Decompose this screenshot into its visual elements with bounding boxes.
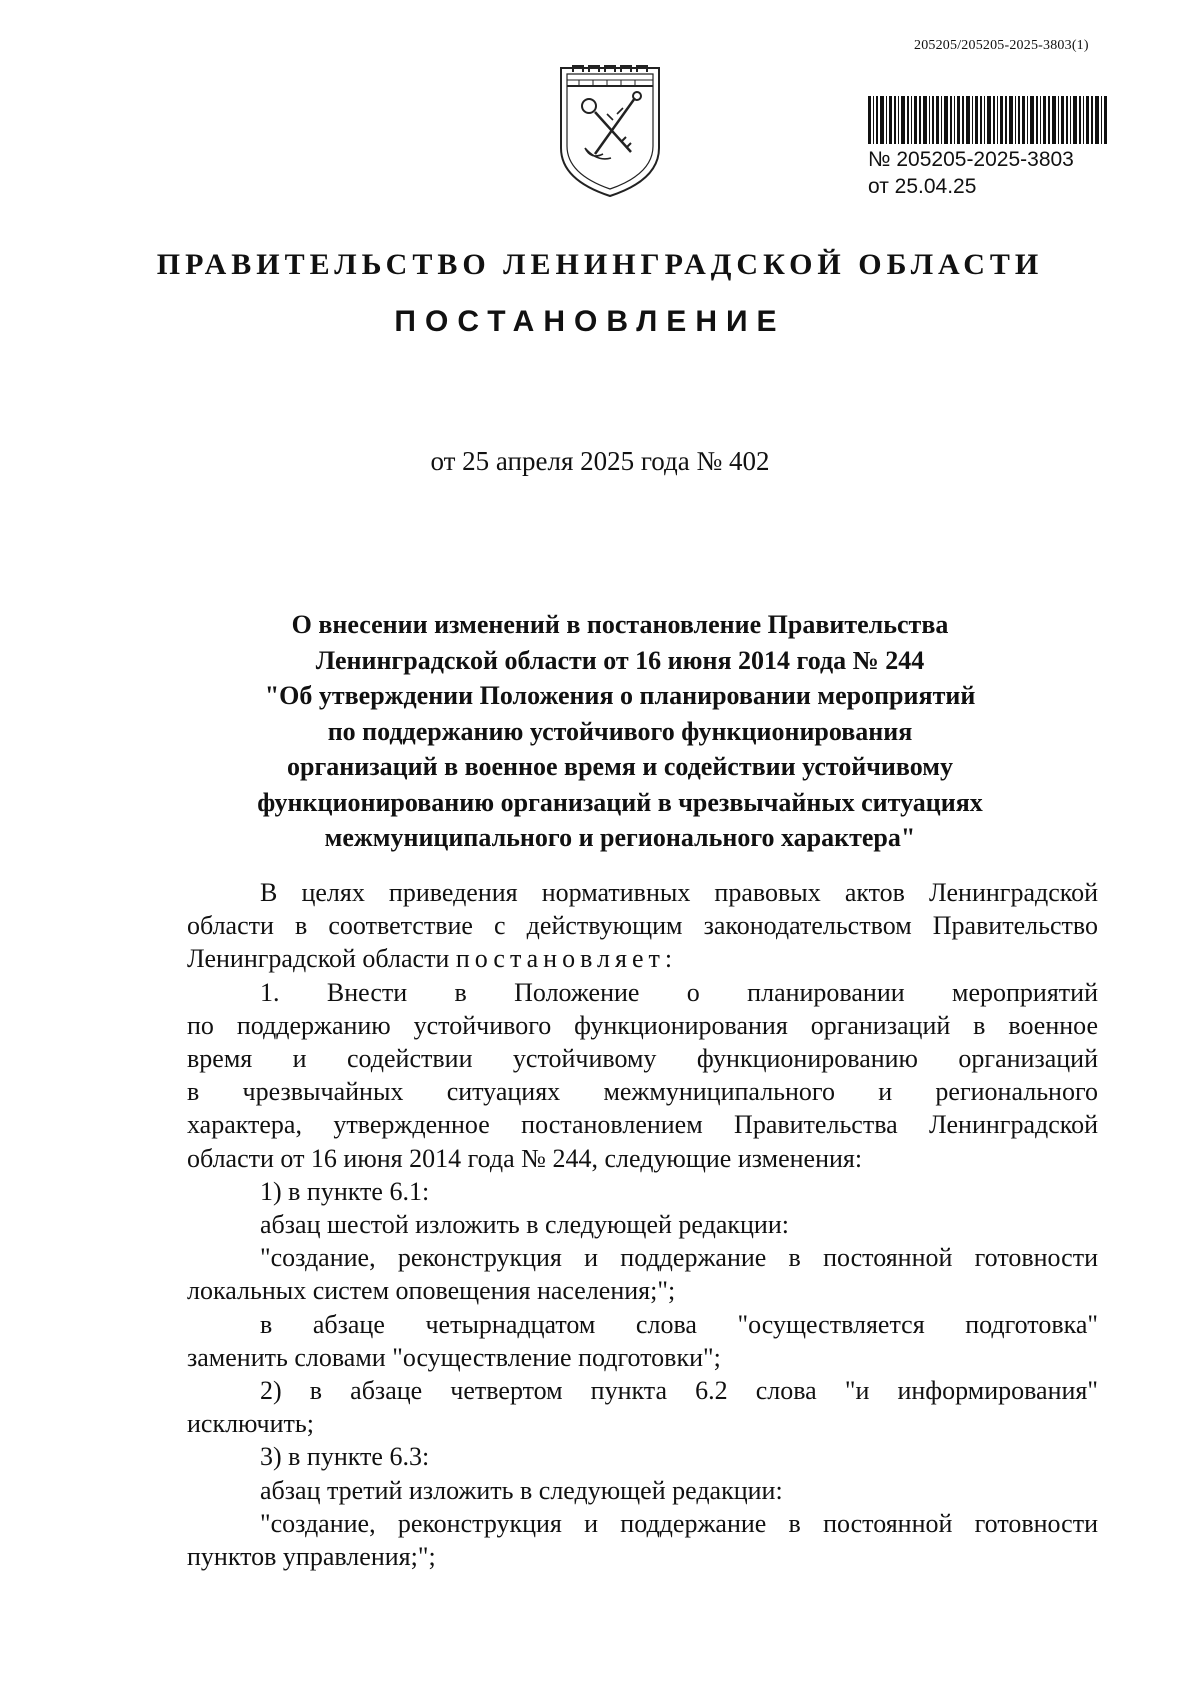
body-line: 1. Внести в Положение о планировании мероприятий: [260, 977, 1098, 1007]
title-line: Ленинградской области от 16 июня 2014 года № 244: [315, 645, 925, 675]
body-line: области от 16 июня 2014 года № 244, следующие изменения:: [187, 1143, 863, 1173]
title-line: О внесении изменений в постановление Правительства: [291, 610, 949, 639]
body-line: В целях приведения нормативных правовых актов Ленинградской: [260, 878, 1098, 907]
body-line: области в соответствие с действующим законодательством Правительство: [187, 911, 1098, 941]
body-line: по поддержанию устойчивого функционирования организаций в военное: [187, 1010, 1098, 1040]
body-line: локальных систем оповещения населения;";: [187, 1276, 676, 1306]
body-line: характера, утвержденное постановлением Правительства Ленинградской: [187, 1110, 1098, 1140]
title-line: функционированию организаций в чрезвычайных ситуациях: [257, 787, 983, 817]
body-line: абзац третий изложить в следующей редакции:: [260, 1475, 783, 1505]
registration-date: от 25.04.25: [868, 175, 977, 198]
body-line: 3) в пункте 6.3:: [260, 1442, 430, 1472]
body-line: исключить;: [187, 1409, 314, 1439]
title-line: организаций в военное время и содействии устойчивому: [286, 752, 953, 781]
body-line: в абзаце четырнадцатом слова "осуществляется подготовка": [260, 1309, 1098, 1339]
body-line: абзац шестой изложить в следующей редакции:: [260, 1210, 789, 1240]
body-line: [187, 942, 1098, 975]
body-line: время и содействии устойчивому функционированию организаций: [187, 1044, 1098, 1074]
document-body: [187, 876, 1098, 1573]
document-id: 205205/205205-2025-3803(1): [914, 38, 1089, 53]
document-title: [150, 607, 1090, 856]
body-line: "создание, реконструкция и поддержание в постоянной готовности: [260, 1508, 1098, 1538]
body-line: "создание, реконструкция и поддержание в постоянной готовности: [260, 1243, 1098, 1273]
title-line: по поддержанию устойчивого функционирования: [327, 716, 913, 746]
body-line: заменить словами "осуществление подготовки";: [187, 1342, 721, 1372]
body-line: пунктов управления;";: [187, 1542, 436, 1572]
body-line: в чрезвычайных ситуациях межмуниципального и регионального: [187, 1077, 1098, 1107]
body-line: 2) в абзаце четвертом пункта 6.2 слова "и информирования": [260, 1376, 1098, 1406]
body-line: 1) в пункте 6.1:: [260, 1176, 430, 1206]
issuing-authority: ПРАВИТЕЛЬСТВО ЛЕНИНГРАДСКОЙ ОБЛАСТИ: [156, 248, 1044, 281]
document-date: от 25 апреля 2025 года № 402: [430, 446, 770, 476]
document-type: ПОСТАНОВЛЕНИЕ: [394, 305, 786, 338]
body-text: Ленинградской области: [187, 944, 456, 974]
coat-of-arms-icon: [555, 62, 665, 202]
barcode-icon: [868, 96, 1108, 144]
title-line: межмуниципального и регионального характера": [324, 823, 916, 852]
registration-number: № 205205-2025-3803: [868, 148, 1074, 171]
title-line: "Об утверждении Положения о планировании мероприятий: [264, 681, 976, 710]
enacting-word: постановляет:: [455, 944, 678, 974]
